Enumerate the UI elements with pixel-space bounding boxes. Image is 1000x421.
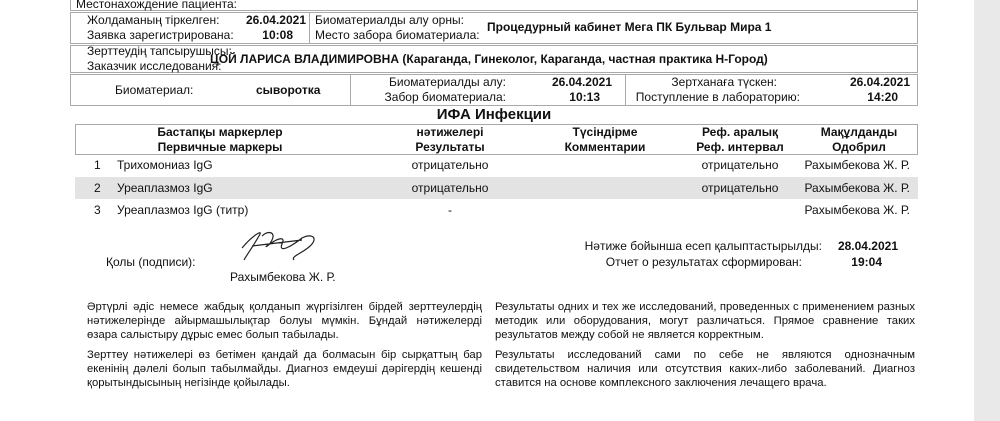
registered-date: 26.04.2021 (245, 13, 306, 27)
registered-label-kz: Жолдаманың тіркелген: (87, 13, 220, 27)
collection-label-kz: Биоматериалды алу: (389, 75, 506, 89)
signature-image (232, 226, 332, 266)
registered-time: 10:08 (262, 28, 293, 42)
collection-label-ru: Забор биоматериала: (384, 90, 506, 104)
collection-date: 26.04.2021 (551, 75, 612, 89)
collection-time: 10:13 (569, 90, 600, 104)
customer-value: ЦОЙ ЛАРИСА ВЛАДИМИРОВНА (Караганда, Гинеколог, Караганда, частная практика Н-Город) (210, 52, 768, 66)
window-background (974, 0, 1000, 421)
received-label-kz: Зертханаға түскен: (671, 75, 777, 89)
header-approved: Мақұлданды Одобрил (820, 125, 898, 154)
section-title: ИФА Инфекции (436, 106, 552, 123)
received-time: 14:20 (867, 90, 898, 104)
header-comments: Түсіндірме Комментарии (564, 125, 646, 154)
biomaterial-value: сыворотка (256, 83, 321, 97)
received-date: 26.04.2021 (849, 75, 910, 89)
biomaterial-label: Биоматериал: (115, 83, 194, 97)
report-label-kz: Нәтиже бойынша есеп қалыптастырылды: (584, 239, 822, 253)
header-ref: Реф. аралық Реф. интервал (696, 125, 784, 154)
patient-location-label: Местонахождение пациента: (76, 0, 238, 11)
registered-label-ru: Заявка зарегистрирована: (87, 28, 234, 42)
header-results: нәтижелері Результаты (415, 125, 485, 154)
signature-label: Қолы (подписи): (106, 255, 196, 269)
collection-place-label-kz: Биоматериалды алу орны: (315, 13, 464, 27)
customer-label-ru: Заказчик исследования: (87, 59, 222, 73)
customer-label-kz: Зерттеудің тапсырушысы: (87, 44, 232, 58)
report-label-ru: Отчет о результатах сформирован: (605, 255, 802, 269)
received-label-ru: Поступление в лабораторию: (635, 90, 800, 104)
report-date: 28.04.2021 (837, 239, 898, 253)
collection-place-label-ru: Место забора биоматериала: (315, 28, 480, 42)
disclaimer-ru: Результаты одних и тех же исследований, проведенных с применением разных методик или оборудования, могут различаться. Прямое сравнение таких результатов между собой не является корректным. Результаты исследований сами по себе не являются однозначным свидетельством наличия или отсутствия каких-либо заболеваний. Диагноз ставится на основе комплексного заключения лечащего врача. (495, 301, 915, 389)
report-time: 19:04 (851, 255, 882, 269)
disclaimer-kz: Әртүрлі әдіс немесе жабдық қолданып жүргізілген бірдей зерттеулердің нәтижелерінде айырмашылықтар болуы мүмкін. Бұндай нәтижелерді өзара салыстыру дұрыс емес болып табылады. Зерттеу нәтижелері өз бетімен қандай да болмасын бір сырқаттың бар екенінің дәлелі болып табылмайды. Диагноз емдеуші дәрігердің кешенді қорытындысының негізінде қойылады. (87, 301, 482, 389)
header-markers: Бастапқы маркерлер Первичные маркеры (157, 125, 283, 154)
collection-place-value: Процедурный кабинет Мега ПК Бульвар Мира 1 (487, 20, 772, 34)
signature-name: Рахымбекова Ж. Р. (230, 270, 336, 284)
